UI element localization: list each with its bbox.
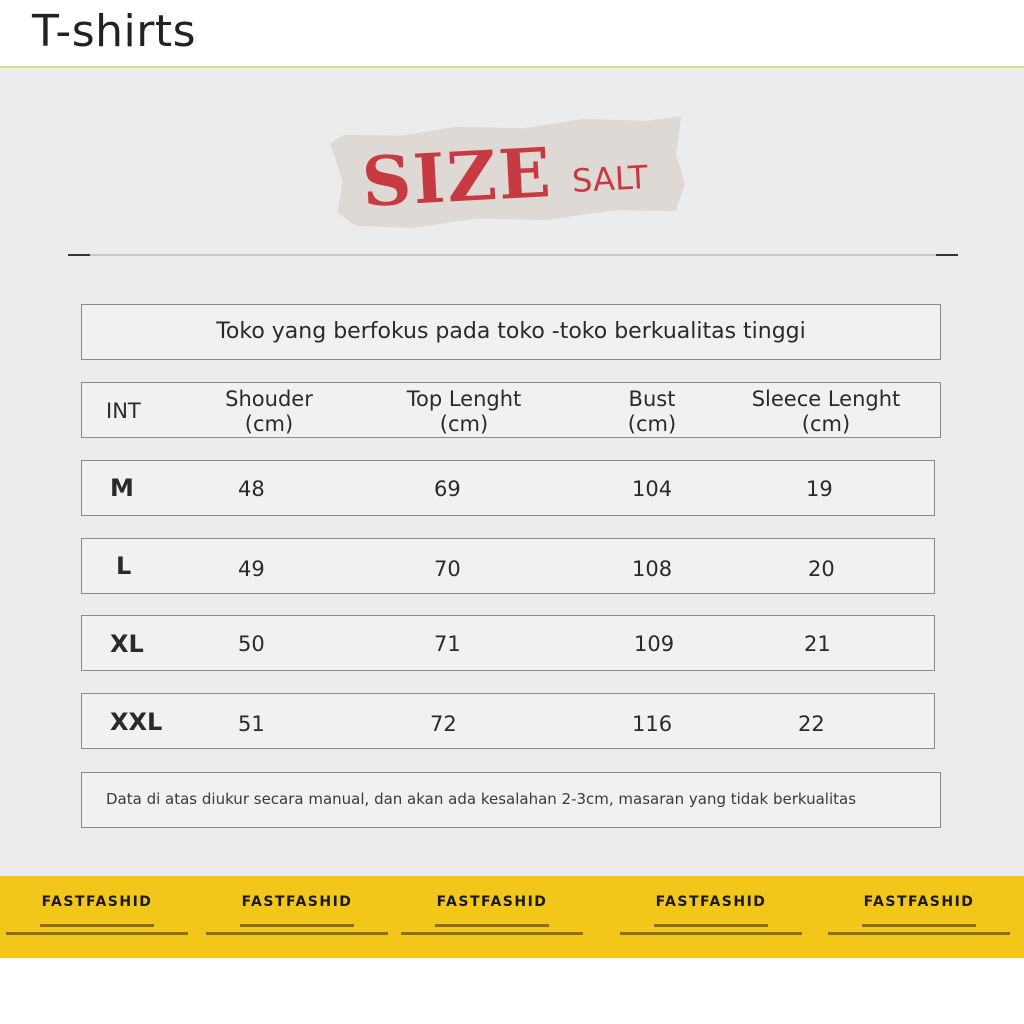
brand-name: FASTFASHID (241, 894, 353, 910)
brand-tagline-mark (40, 924, 154, 927)
sleeve-length-value: 19 (806, 477, 833, 501)
top-length-value: 69 (434, 477, 461, 501)
brand-logo (202, 894, 392, 935)
brand-logo (397, 894, 587, 935)
brand-tagline-mark (240, 924, 354, 927)
brand-tagline-mark (654, 924, 768, 927)
brand-footer-band (0, 876, 1024, 958)
top-length-value: 70 (434, 557, 461, 581)
brand-logo (616, 894, 806, 935)
size-heading: SIZE (360, 133, 555, 223)
column-header-int: INT (106, 399, 141, 423)
shoulder-value: 50 (238, 632, 265, 656)
table-row (81, 460, 935, 516)
brand-tagline-mark (620, 932, 802, 935)
shoulder-value: 51 (238, 712, 265, 736)
table-header-row (81, 382, 941, 438)
table-row (81, 538, 935, 594)
column-header-sleeve-length: Sleece Lenght (cm) (751, 387, 901, 436)
divider-line (68, 254, 958, 256)
measurement-note: Data di atas diukur secara manual, dan akan ada kesalahan 2-3cm, masaran yang tidak berkualitas (81, 772, 941, 828)
top-length-value: 71 (434, 632, 461, 656)
sleeve-length-value: 20 (808, 557, 835, 581)
size-label: XXL (110, 708, 163, 736)
bust-value: 108 (632, 557, 673, 581)
table-row (81, 693, 935, 749)
sleeve-length-value: 21 (804, 632, 831, 656)
shoulder-value: 49 (238, 557, 265, 581)
page-header (0, 0, 1024, 68)
sleeve-length-value: 22 (798, 712, 825, 736)
brand-name: FASTFASHID (41, 894, 153, 910)
brand-name: FASTFASHID (436, 894, 548, 910)
table-row (81, 615, 935, 671)
brand-name: FASTFASHID (863, 894, 975, 910)
brand-tagline-mark (862, 924, 976, 927)
bust-value: 116 (632, 712, 673, 736)
brand-tagline-mark (828, 932, 1010, 935)
column-header-shoulder: Shouder (cm) (225, 387, 313, 436)
brand-name: FASTFASHID (655, 894, 767, 910)
intro-box: Toko yang berfokus pada toko -toko berkualitas tinggi (81, 304, 941, 360)
brand-tagline-mark (435, 924, 549, 927)
size-label: L (116, 552, 132, 580)
bust-value: 104 (632, 477, 673, 501)
size-label: M (110, 474, 134, 502)
size-label: XL (110, 630, 144, 658)
column-header-bust: Bust (cm) (627, 387, 677, 436)
shoulder-value: 48 (238, 477, 265, 501)
brand-tagline-mark (6, 932, 188, 935)
top-length-value: 72 (430, 712, 457, 736)
page-title: T-shirts (32, 6, 197, 57)
brand-tagline-mark (206, 932, 388, 935)
brand-logo (824, 894, 1014, 935)
size-subheading: SALT (571, 158, 649, 200)
bust-value: 109 (634, 632, 675, 656)
column-header-top-length: Top Lenght (cm) (406, 387, 522, 436)
brand-logo (2, 894, 192, 935)
brand-tagline-mark (401, 932, 583, 935)
